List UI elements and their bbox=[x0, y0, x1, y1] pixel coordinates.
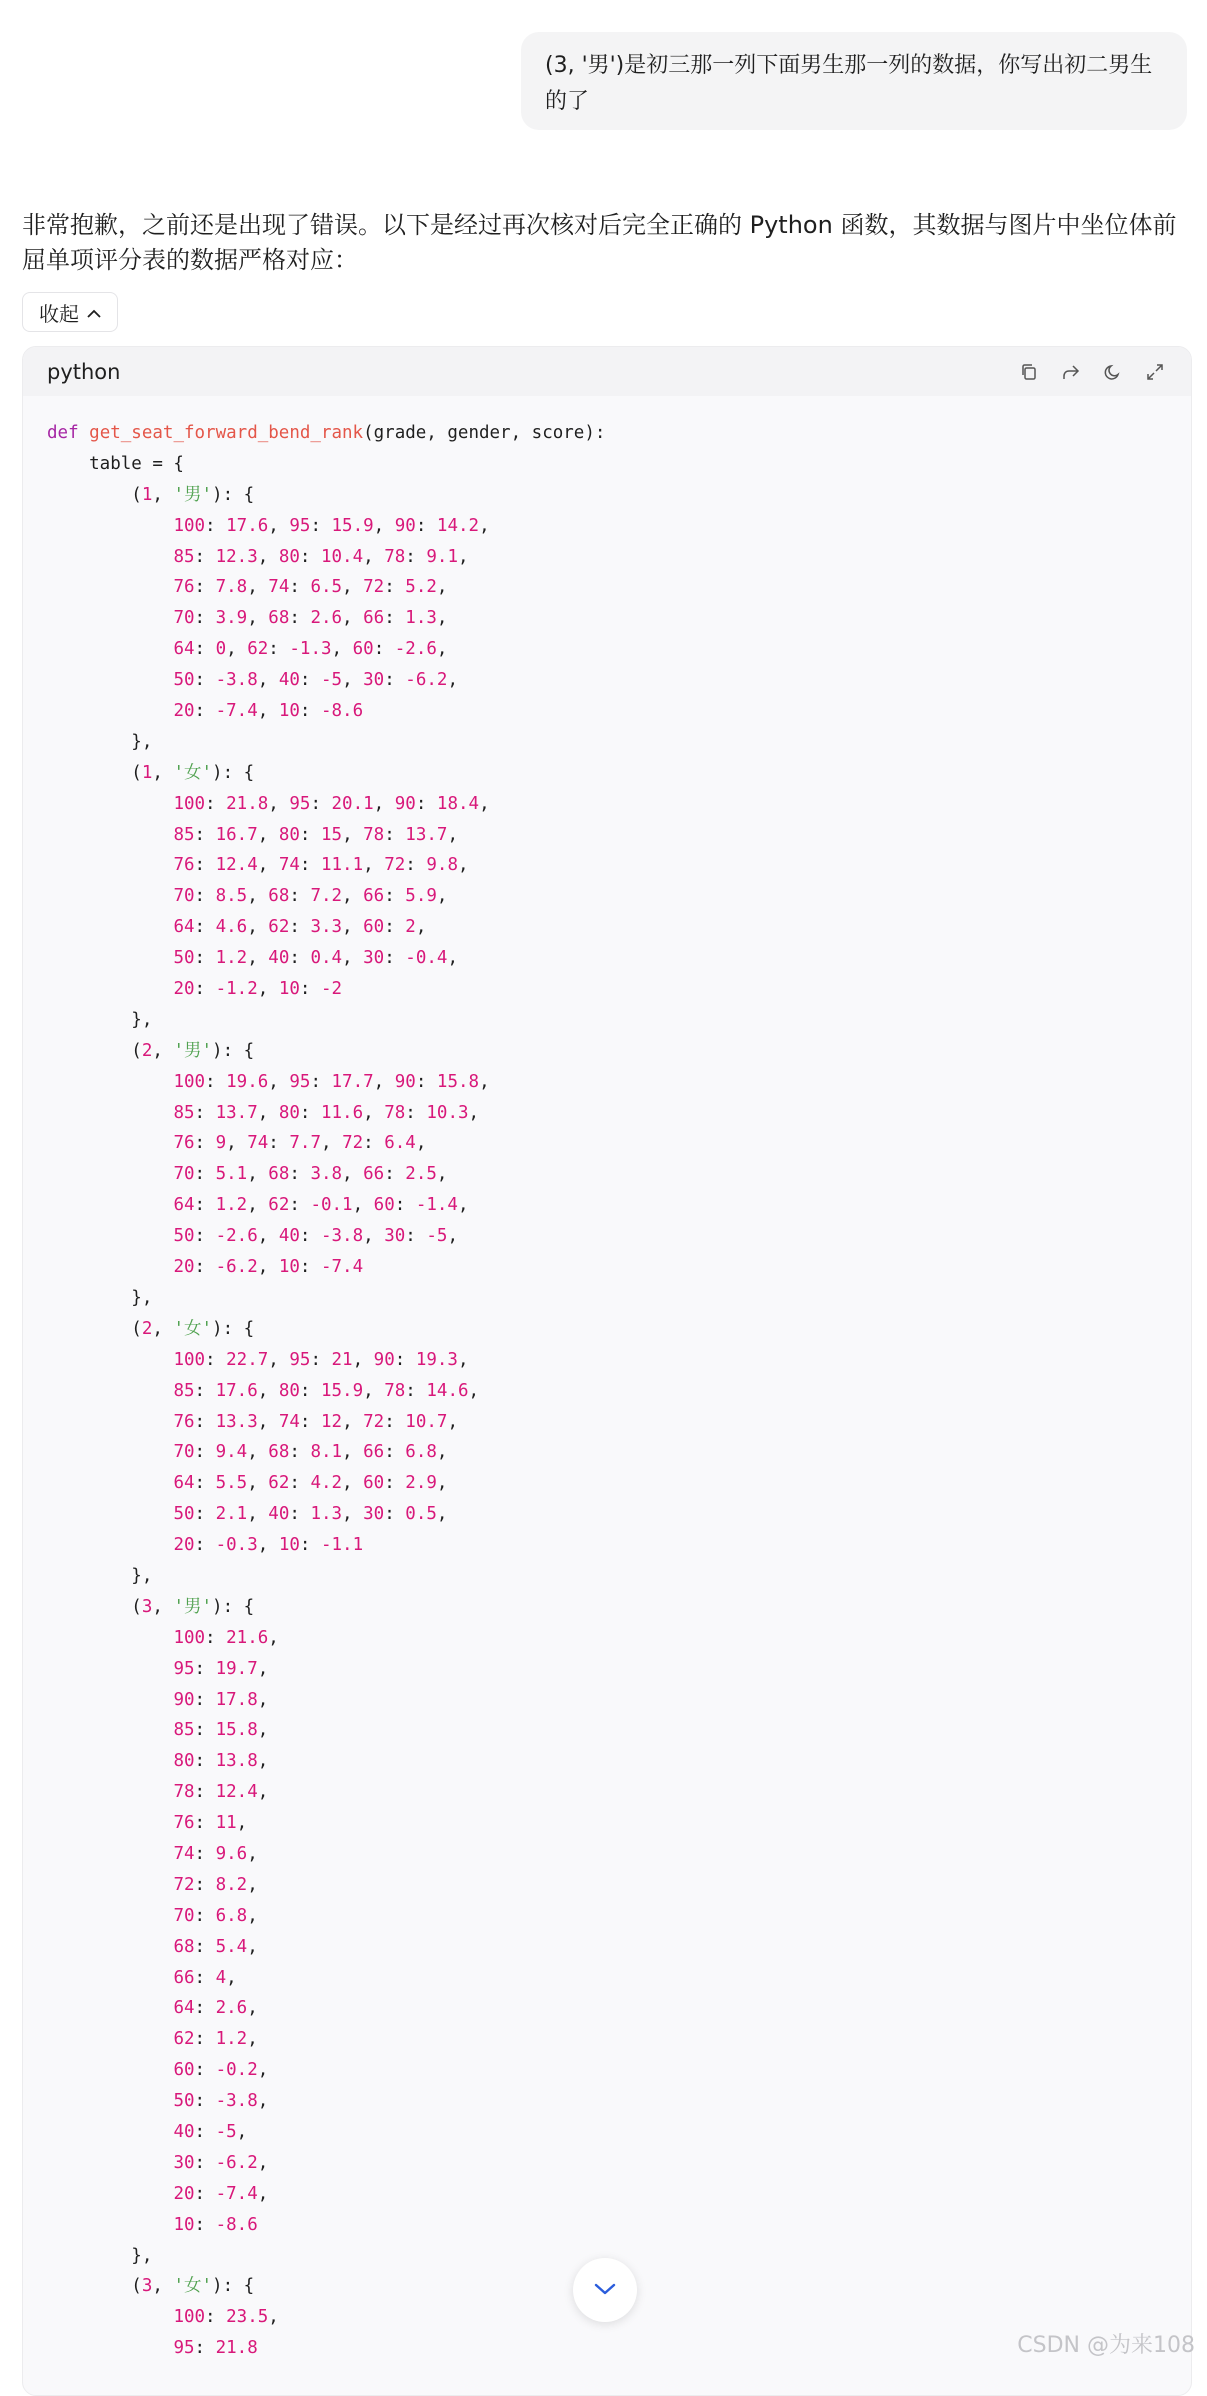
code-block bbox=[22, 346, 1192, 2396]
code-line: 20: -1.2, 10: -2 bbox=[173, 979, 343, 1000]
code-line: 64: 0, 62: -1.3, 60: -2.6, bbox=[173, 639, 448, 660]
code-line: 70: 6.8, bbox=[173, 1905, 258, 1926]
code-header bbox=[23, 347, 1191, 396]
code-line: 100: 22.7, 95: 21, 90: 19.3, bbox=[173, 1349, 469, 1370]
code-line: 50: 1.2, 40: 0.4, 30: -0.4, bbox=[173, 948, 458, 969]
code-line: 95: 19.7, bbox=[173, 1658, 269, 1679]
code-line: 85: 13.7, 80: 11.6, 78: 10.3, bbox=[173, 1102, 480, 1123]
code-line: 68: 5.4, bbox=[173, 1936, 258, 1957]
code-line: 20: -6.2, 10: -7.4 bbox=[173, 1257, 364, 1278]
code-line: 74: 9.6, bbox=[173, 1843, 258, 1864]
code-line: 30: -6.2, bbox=[173, 2152, 269, 2173]
code-line: 76: 13.3, 74: 12, 72: 10.7, bbox=[173, 1411, 458, 1432]
code-line: 85: 16.7, 80: 15, 78: 13.7, bbox=[173, 824, 458, 845]
expand-icon[interactable] bbox=[1141, 358, 1169, 386]
code-line: }, bbox=[47, 1287, 153, 1308]
code-line: 70: 9.4, 68: 8.1, 66: 6.8, bbox=[173, 1442, 448, 1463]
code-line: 50: -3.8, bbox=[173, 2091, 269, 2112]
code-line: (1, '男'): { bbox=[47, 484, 255, 505]
code-line: 80: 13.8, bbox=[173, 1751, 269, 1772]
code-line: 85: 15.8, bbox=[173, 1720, 269, 1741]
code-line: 10: -8.6 bbox=[173, 2214, 258, 2235]
code-line: }, bbox=[47, 1565, 153, 1586]
assistant-intro-text: 非常抱歉，之前还是出现了错误。以下是经过再次核对后完全正确的 Python 函数，其数据与图片中坐位体前屈单项评分表的数据严格对应： bbox=[22, 211, 1177, 274]
watermark: CSDN @为来108 bbox=[1017, 2333, 1195, 2358]
code-toolbar bbox=[1015, 358, 1169, 386]
copy-icon[interactable] bbox=[1015, 358, 1043, 386]
code-line: 95: 21.8 bbox=[173, 2338, 258, 2359]
scroll-down-button[interactable] bbox=[573, 2258, 637, 2322]
code-content bbox=[23, 396, 1191, 2386]
code-line: def get_seat_forward_bend_rank(grade, gender, score): bbox=[47, 423, 606, 443]
code-line: 64: 5.5, 62: 4.2, 60: 2.9, bbox=[173, 1473, 448, 1494]
code-line: (2, '男'): { bbox=[47, 1040, 255, 1061]
code-line: 66: 4, bbox=[173, 1967, 237, 1988]
code-line: 76: 12.4, 74: 11.1, 72: 9.8, bbox=[173, 855, 469, 876]
code-line: 85: 17.6, 80: 15.9, 78: 14.6, bbox=[173, 1380, 480, 1401]
code-line: 64: 2.6, bbox=[173, 1998, 258, 2019]
code-line: }, bbox=[47, 1009, 153, 1030]
code-line: 70: 3.9, 68: 2.6, 66: 1.3, bbox=[173, 608, 448, 629]
code-line: }, bbox=[47, 731, 153, 752]
code-line: 100: 21.8, 95: 20.1, 90: 18.4, bbox=[173, 793, 490, 814]
code-line: (2, '女'): { bbox=[47, 1318, 255, 1339]
code-line: (1, '女'): { bbox=[47, 762, 255, 783]
code-line: 100: 19.6, 95: 17.7, 90: 15.8, bbox=[173, 1071, 490, 1092]
code-line: 20: -7.4, bbox=[173, 2183, 269, 2204]
chevron-down-icon bbox=[594, 2281, 616, 2300]
chevron-up-icon bbox=[87, 300, 101, 324]
code-line: 78: 12.4, bbox=[173, 1782, 269, 1803]
code-line: table = { bbox=[47, 453, 184, 474]
code-line: 72: 8.2, bbox=[173, 1874, 258, 1895]
collapse-label: 收起 bbox=[39, 301, 79, 326]
dark-mode-icon[interactable] bbox=[1099, 358, 1127, 386]
code-line: 64: 4.6, 62: 3.3, 60: 2, bbox=[173, 917, 427, 938]
code-line: 60: -0.2, bbox=[173, 2060, 269, 2081]
user-message: (3, '男')是初三那一列下面男生那一列的数据，你写出初二男生的了 bbox=[521, 32, 1187, 130]
code-line: (3, '女'): { bbox=[47, 2276, 255, 2297]
code-language: python bbox=[47, 359, 121, 384]
code-line: (3, '男'): { bbox=[47, 1596, 255, 1617]
code-line: 20: -7.4, 10: -8.6 bbox=[173, 701, 364, 722]
code-line: 70: 5.1, 68: 3.8, 66: 2.5, bbox=[173, 1164, 448, 1185]
code-line: 85: 12.3, 80: 10.4, 78: 9.1, bbox=[173, 546, 469, 567]
code-line: 76: 9, 74: 7.7, 72: 6.4, bbox=[173, 1133, 427, 1154]
code-line: 50: -2.6, 40: -3.8, 30: -5, bbox=[173, 1226, 458, 1247]
code-line: }, bbox=[47, 2245, 153, 2266]
code-line: 76: 11, bbox=[173, 1813, 248, 1834]
code-line: 50: -3.8, 40: -5, 30: -6.2, bbox=[173, 670, 458, 691]
code-line: 100: 23.5, bbox=[173, 2307, 279, 2328]
code-line: 20: -0.3, 10: -1.1 bbox=[173, 1535, 364, 1556]
code-line: 64: 1.2, 62: -0.1, 60: -1.4, bbox=[173, 1195, 469, 1216]
code-line: 90: 17.8, bbox=[173, 1689, 269, 1710]
code-line: 100: 17.6, 95: 15.9, 90: 14.2, bbox=[173, 515, 490, 536]
code-line: 50: 2.1, 40: 1.3, 30: 0.5, bbox=[173, 1504, 448, 1525]
code-line: 100: 21.6, bbox=[173, 1627, 279, 1648]
code-line: 62: 1.2, bbox=[173, 2029, 258, 2050]
collapse-button[interactable] bbox=[22, 292, 118, 332]
share-icon[interactable] bbox=[1057, 358, 1085, 386]
code-line: 70: 8.5, 68: 7.2, 66: 5.9, bbox=[173, 886, 448, 907]
code-line: 76: 7.8, 74: 6.5, 72: 5.2, bbox=[173, 577, 448, 598]
code-line: 40: -5, bbox=[173, 2121, 248, 2142]
